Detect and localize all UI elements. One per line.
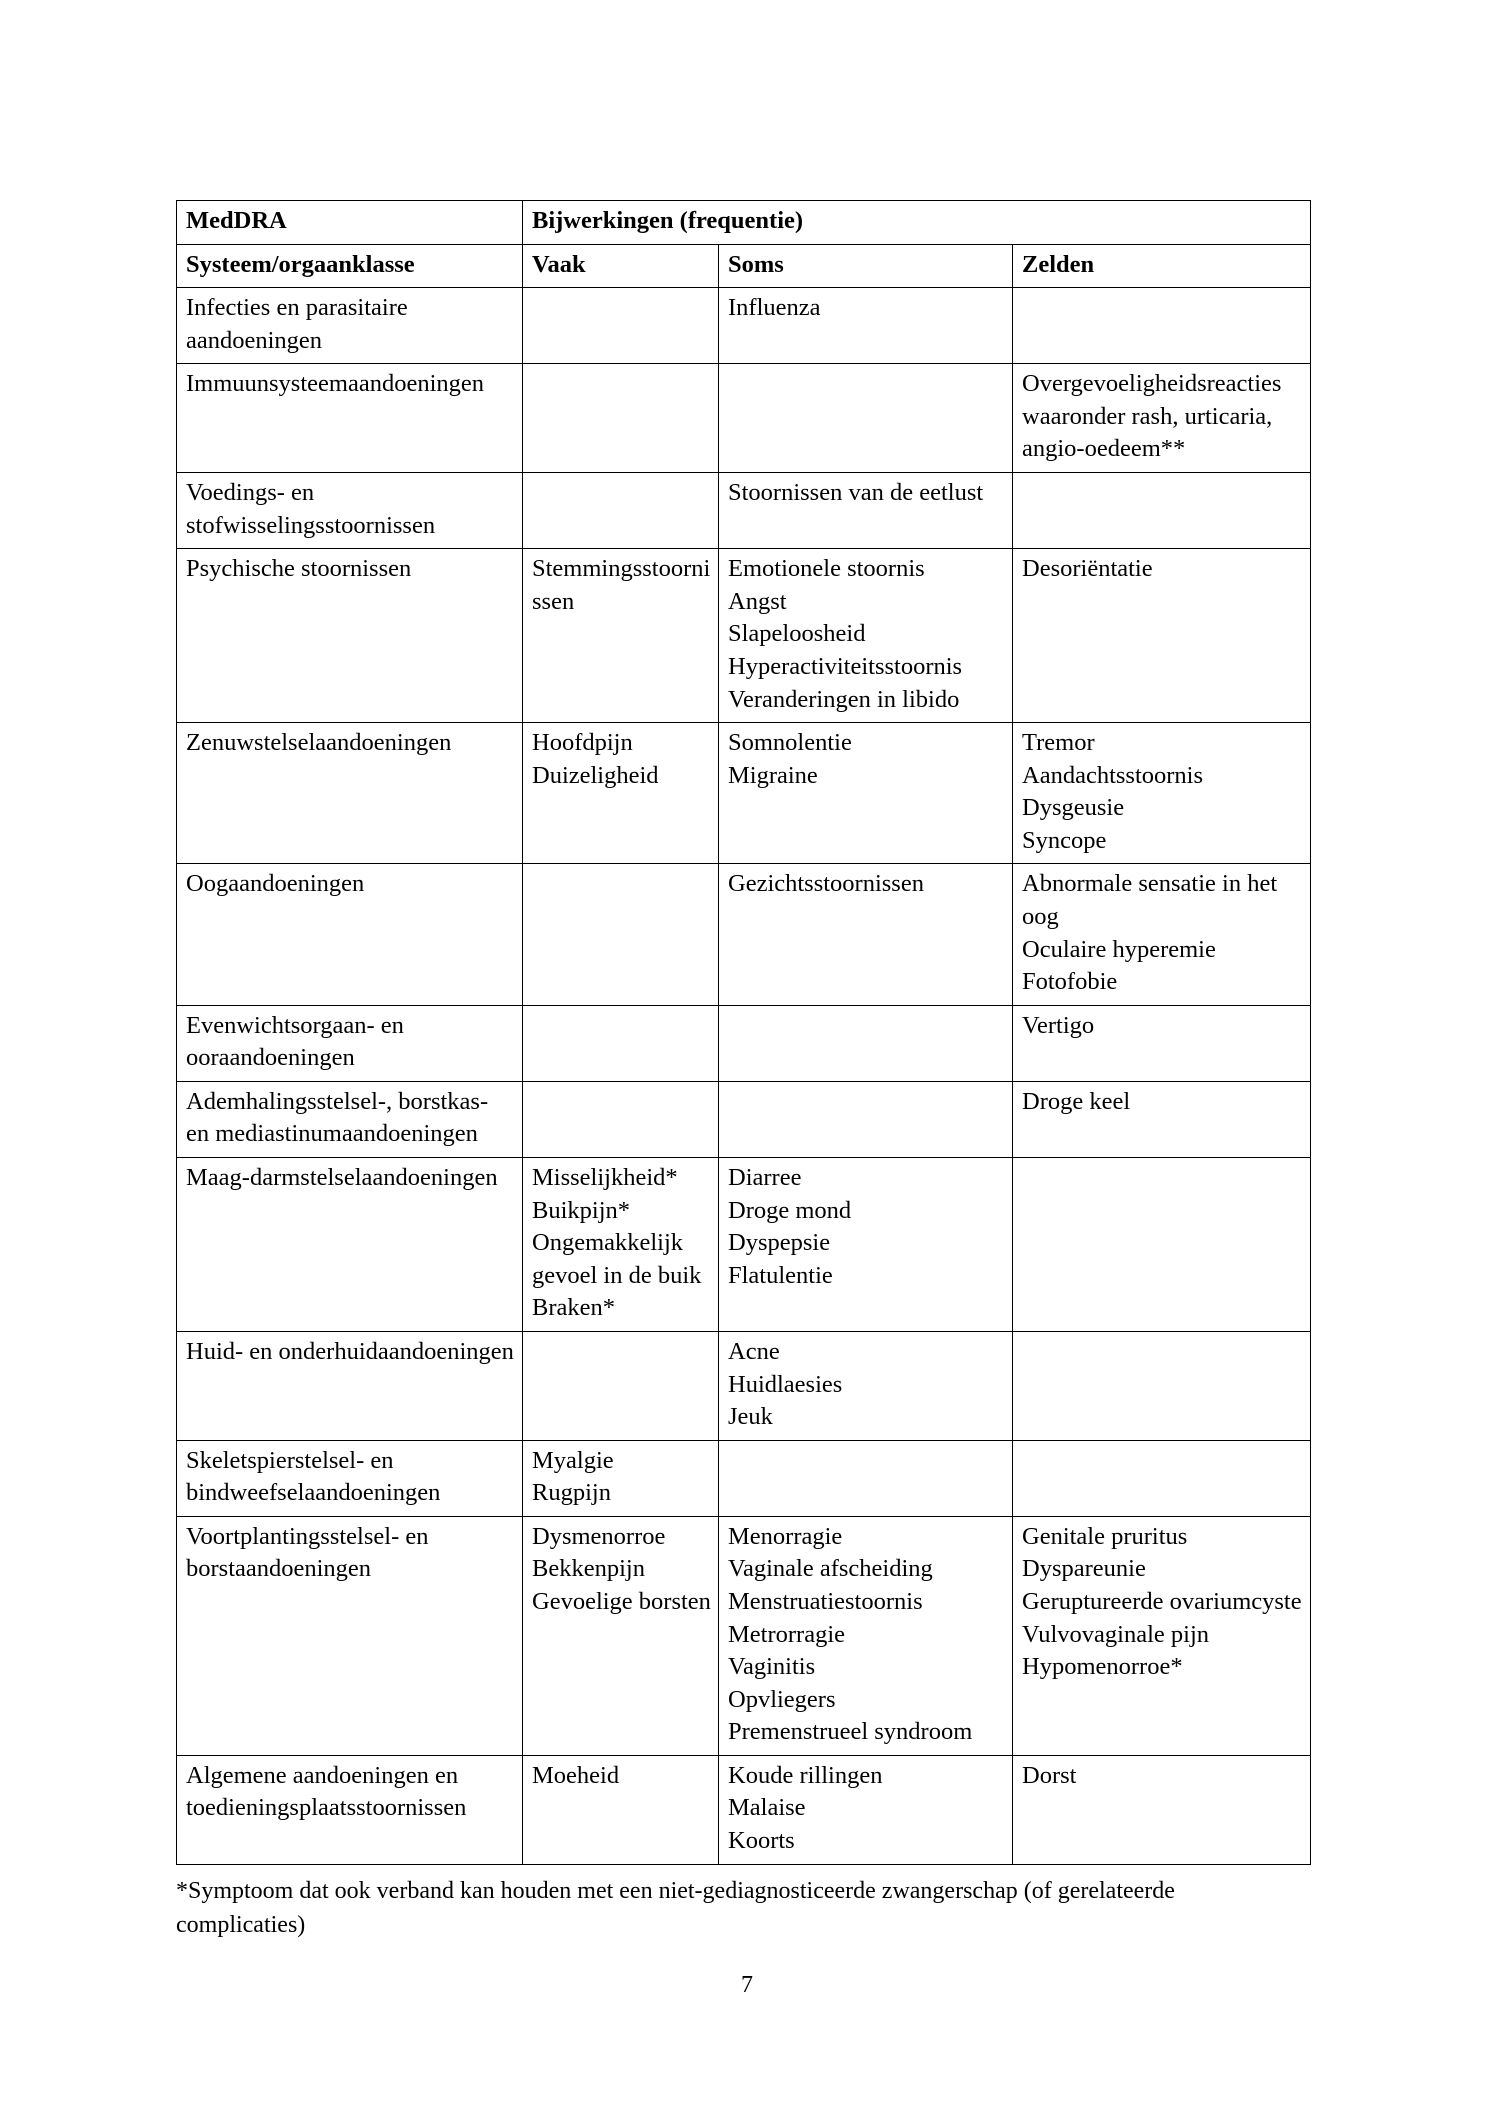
cell-system-organ-class: Voedings- en stofwisselingsstoornissen: [177, 473, 523, 549]
cell-system-organ-class: Voortplantingsstelsel- en borstaandoeningen: [177, 1516, 523, 1755]
table-header-row-2: [177, 244, 1311, 288]
term: Duizeligheid: [532, 761, 659, 789]
cell-system-organ-class: Zenuwstelselaandoeningen: [177, 723, 523, 864]
table-row: [177, 1158, 1311, 1332]
cell-uncommon: [719, 549, 1013, 723]
term: Gezichtsstoornissen: [728, 870, 924, 898]
term: Moeheid: [532, 1761, 620, 1789]
cell-uncommon-list: [728, 1336, 1005, 1434]
cell-system-organ-class: Skeletspierstelsel- en bindweefselaandoeningen: [177, 1440, 523, 1516]
term: Emotionele stoornis: [728, 555, 925, 583]
table-row: [177, 1005, 1311, 1081]
cell-system-organ-class: Oogaandoeningen: [177, 864, 523, 1005]
term: Abnormale sensatie in het oog: [1022, 870, 1278, 930]
term: Droge mond: [728, 1196, 852, 1224]
term: Fotofobie: [1022, 968, 1118, 996]
cell-rare-list: [1022, 1760, 1303, 1793]
cell-rare: [1013, 1005, 1311, 1081]
cell-common: [523, 549, 719, 723]
header-uncommon: Soms: [719, 244, 1013, 288]
cell-system-organ-class: Infecties en parasitaire aandoeningen: [177, 288, 523, 364]
term: Dyspareunie: [1022, 1555, 1146, 1583]
term: Dysgeusie: [1022, 794, 1125, 822]
term: Veranderingen in libido: [728, 685, 960, 713]
page-number: 7: [741, 1972, 753, 1998]
term: Slapeloosheid: [728, 620, 866, 648]
table-header-row-1: [177, 201, 1311, 245]
cell-common: [523, 288, 719, 364]
term: Diarree: [728, 1164, 802, 1192]
cell-common: [523, 864, 719, 1005]
cell-uncommon: [719, 1516, 1013, 1755]
cell-common: [523, 723, 719, 864]
cell-uncommon-list: [728, 1162, 1005, 1292]
term: Bekkenpijn: [532, 1555, 645, 1583]
table-row: [177, 723, 1311, 864]
term: Tremor: [1022, 729, 1095, 757]
cell-rare-list: [1022, 553, 1303, 586]
term: Stoornissen van de eetlust: [728, 479, 984, 507]
term: Menorragie: [728, 1522, 843, 1550]
term: Geruptureerde ovariumcyste: [1022, 1587, 1302, 1615]
cell-rare-list: [1022, 368, 1303, 466]
term: Acne: [728, 1337, 780, 1365]
page-content: [176, 200, 1310, 1942]
table-row: [177, 549, 1311, 723]
cell-common-list: [532, 1760, 711, 1793]
term: Opvliegers: [728, 1685, 836, 1713]
cell-common: [523, 1081, 719, 1157]
cell-uncommon-list: [728, 477, 1005, 510]
cell-common: [523, 1158, 719, 1332]
cell-common-list: [532, 1445, 711, 1510]
header-meddra: MedDRA: [177, 201, 523, 245]
cell-common-list: [532, 1521, 711, 1619]
term: Menstruatiestoornis: [728, 1587, 923, 1615]
term: Braken*: [532, 1294, 615, 1322]
header-system-organ-class: Systeem/orgaanklasse: [177, 244, 523, 288]
cell-uncommon: [719, 1158, 1013, 1332]
term: Vaginale afscheiding: [728, 1555, 933, 1583]
adverse-effects-table: [176, 200, 1311, 1865]
term: Premenstrueel syndroom: [728, 1718, 973, 1746]
term: Ongemakkelijk gevoel in de buik: [532, 1229, 702, 1289]
cell-common-list: [532, 727, 711, 792]
cell-uncommon: [719, 1081, 1013, 1157]
cell-system-organ-class: Huid- en onderhuidaandoeningen: [177, 1331, 523, 1440]
table-row: [177, 364, 1311, 473]
cell-rare-list: [1022, 1010, 1303, 1043]
cell-uncommon-list: [728, 553, 1005, 716]
table-row: [177, 1440, 1311, 1516]
cell-uncommon-list: [728, 1521, 1005, 1749]
table-row: [177, 864, 1311, 1005]
term: Misselijkheid*: [532, 1164, 678, 1192]
cell-rare: [1013, 864, 1311, 1005]
cell-rare: [1013, 549, 1311, 723]
term: Dysmenorroe: [532, 1522, 666, 1550]
header-frequency: Bijwerkingen (frequentie): [523, 201, 1311, 245]
term: Dyspepsie: [728, 1229, 831, 1257]
term: Hyperactiviteitsstoornis: [728, 652, 963, 680]
table-row: [177, 473, 1311, 549]
term: Koorts: [728, 1827, 795, 1855]
term: Dorst: [1022, 1761, 1077, 1789]
cell-uncommon-list: [728, 727, 1005, 792]
cell-system-organ-class: Immuunsysteemaandoeningen: [177, 364, 523, 473]
term: Aandachtsstoornis: [1022, 761, 1203, 789]
cell-uncommon: [719, 723, 1013, 864]
term: Hoofdpijn: [532, 729, 633, 757]
cell-uncommon: [719, 364, 1013, 473]
table-row: [177, 1331, 1311, 1440]
cell-uncommon: [719, 1755, 1013, 1864]
cell-uncommon-list: [728, 292, 1005, 325]
cell-system-organ-class: Algemene aandoeningen en toedieningsplaatsstoornissen: [177, 1755, 523, 1864]
cell-rare: [1013, 364, 1311, 473]
term: Rugpijn: [532, 1479, 611, 1507]
term: Migraine: [728, 761, 818, 789]
cell-uncommon-list: [728, 1760, 1005, 1858]
term: Buikpijn*: [532, 1196, 631, 1224]
term: Droge keel: [1022, 1087, 1131, 1115]
cell-common: [523, 1755, 719, 1864]
cell-rare: [1013, 1331, 1311, 1440]
cell-rare: [1013, 288, 1311, 364]
term: Angst: [728, 587, 787, 615]
term: Desoriëntatie: [1022, 555, 1153, 583]
table-row: [177, 1516, 1311, 1755]
term: Influenza: [728, 294, 821, 322]
cell-rare: [1013, 1081, 1311, 1157]
cell-rare: [1013, 1158, 1311, 1332]
cell-common: [523, 364, 719, 473]
cell-system-organ-class: Maag-darmstelselaandoeningen: [177, 1158, 523, 1332]
cell-system-organ-class: Psychische stoornissen: [177, 549, 523, 723]
cell-rare-list: [1022, 1086, 1303, 1119]
cell-rare: [1013, 1755, 1311, 1864]
cell-system-organ-class: Evenwichtsorgaan- en ooraandoeningen: [177, 1005, 523, 1081]
term: Gevoelige borsten: [532, 1587, 711, 1615]
term: Vaginitis: [728, 1653, 816, 1681]
cell-common: [523, 1516, 719, 1755]
header-common: Vaak: [523, 244, 719, 288]
cell-common: [523, 473, 719, 549]
table-row: [177, 1081, 1311, 1157]
term: Hypomenorroe*: [1022, 1653, 1183, 1681]
table-row: [177, 288, 1311, 364]
term: Vulvovaginale pijn: [1022, 1620, 1210, 1648]
cell-rare: [1013, 1516, 1311, 1755]
cell-common: [523, 1331, 719, 1440]
term: Flatulentie: [728, 1261, 833, 1289]
cell-uncommon: [719, 473, 1013, 549]
term: Malaise: [728, 1794, 806, 1822]
term: Huidlaesies: [728, 1370, 843, 1398]
cell-uncommon: [719, 1440, 1013, 1516]
header-rare: Zelden: [1013, 244, 1311, 288]
cell-rare: [1013, 473, 1311, 549]
cell-uncommon: [719, 864, 1013, 1005]
term: Jeuk: [728, 1403, 773, 1431]
cell-uncommon: [719, 288, 1013, 364]
cell-uncommon: [719, 1005, 1013, 1081]
cell-system-organ-class: Ademhalingsstelsel-, borstkas- en mediastinumaandoeningen: [177, 1081, 523, 1157]
term: Stemmingsstoornissen: [532, 555, 711, 615]
cell-rare: [1013, 1440, 1311, 1516]
table-footnote: *Symptoom dat ook verband kan houden met een niet-gediagnosticeerde zwangerschap (of gerelateerde complicaties): [176, 1877, 1175, 1938]
table-body: [177, 201, 1311, 1865]
term: Oculaire hyperemie: [1022, 935, 1216, 963]
term: Somnolentie: [728, 729, 852, 757]
cell-rare-list: [1022, 868, 1303, 998]
term: Genitale pruritus: [1022, 1522, 1188, 1550]
cell-uncommon: [719, 1331, 1013, 1440]
cell-rare: [1013, 723, 1311, 864]
term: Myalgie: [532, 1446, 614, 1474]
term: Koude rillingen: [728, 1761, 883, 1789]
term: Syncope: [1022, 826, 1107, 854]
term: Metrorragie: [728, 1620, 845, 1648]
cell-common: [523, 1440, 719, 1516]
cell-uncommon-list: [728, 868, 1005, 901]
cell-rare-list: [1022, 727, 1303, 857]
cell-common: [523, 1005, 719, 1081]
cell-common-list: [532, 553, 711, 618]
cell-common-list: [532, 1162, 711, 1325]
table-row: [177, 1755, 1311, 1864]
term: Vertigo: [1022, 1011, 1095, 1039]
term: Overgevoeligheidsreacties waaronder rash, urticaria, angio-oedeem**: [1022, 370, 1282, 463]
cell-rare-list: [1022, 1521, 1303, 1684]
